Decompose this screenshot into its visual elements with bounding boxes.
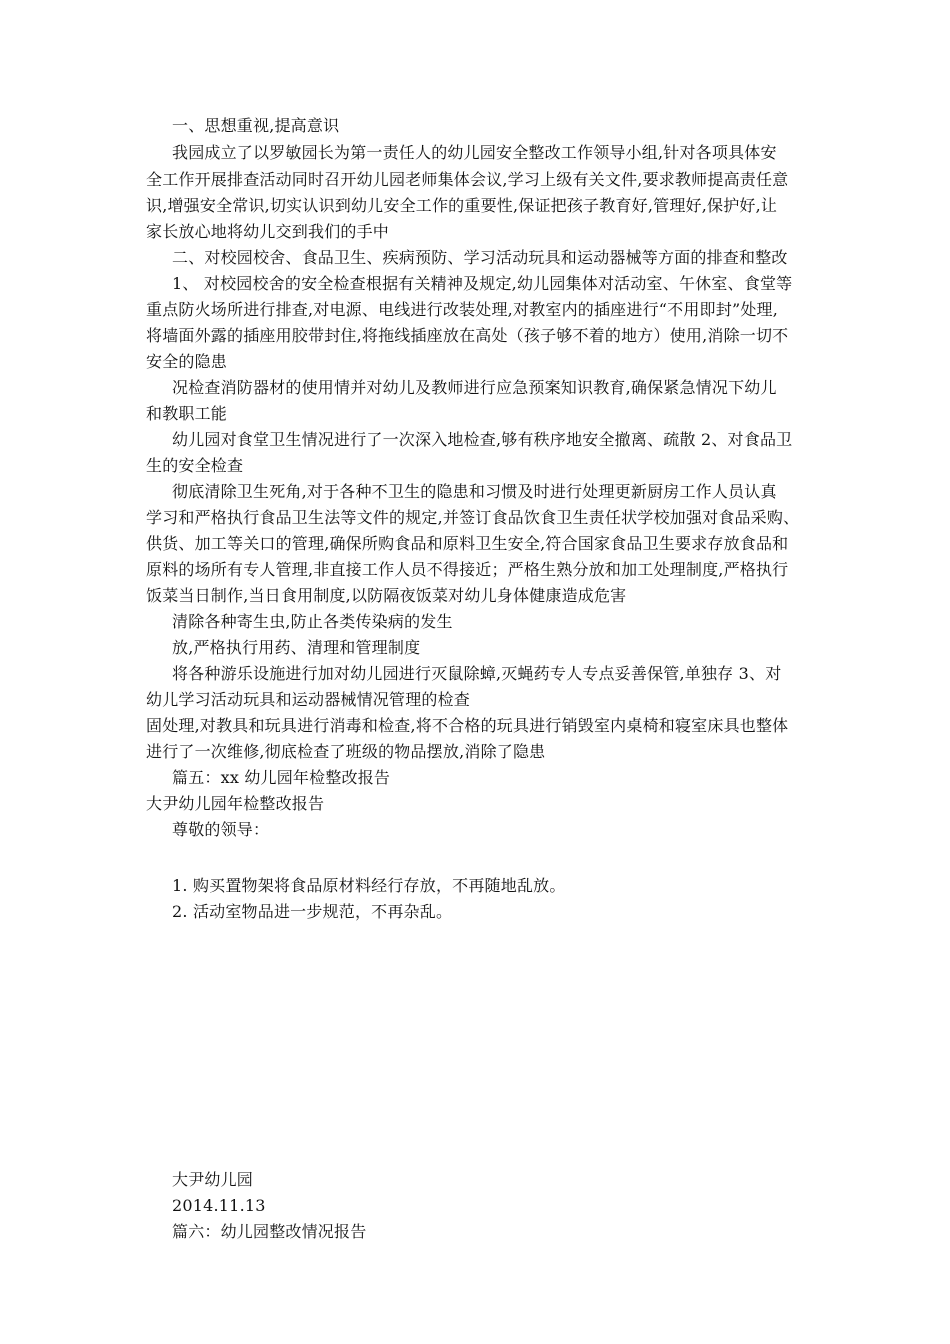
paragraph-line: 供货、加工等关口的管理,确保所购食品和原料卫生安全,符合国家食品卫生要求存放食品和 [146, 534, 789, 553]
paragraph-line: 和教职工能 [146, 404, 228, 423]
chapter-heading-6: 篇六：幼儿园整改情况报告 [172, 1222, 367, 1241]
paragraph-line: 况检查消防器材的使用情并对幼儿及教师进行应急预案知识教育,确保紧急情况下幼儿 [172, 378, 777, 397]
section-heading-2: 二、对校园校舍、食品卫生、疾病预防、学习活动玩具和运动器械等方面的排查和整改 [172, 248, 788, 267]
paragraph-line: 幼儿园对食堂卫生情况进行了一次深入地检查,够有秩序地安全撤离、疏散 2、对食品卫 [172, 430, 793, 449]
paragraph-line: 1、 对校园校舍的安全检查根据有关精神及规定,幼儿园集体对活动室、午休室、食堂等 [172, 274, 793, 293]
paragraph-line: 全工作开展排查活动同时召开幼儿园老师集体会议,学习上级有关文件,要求教师提高责任意 [146, 170, 789, 189]
paragraph-line: 学习和严格执行食品卫生法等文件的规定,并签订食品饮食卫生责任状学校加强对食品采购、 [146, 508, 800, 527]
salutation: 尊敬的领导： [172, 820, 270, 839]
paragraph-line: 生的安全检查 [146, 456, 244, 475]
signature-date: 2014.11.13 [172, 1196, 266, 1215]
list-item: 1. 购买置物架将食品原材料经行存放，不再随地乱放。 [172, 876, 566, 895]
paragraph-line: 安全的隐患 [146, 352, 228, 371]
paragraph-line: 将墙面外露的插座用胶带封住,将拖线插座放在高处（孩子够不着的地方）使用,消除一切不 [146, 326, 789, 345]
report-title: 大尹幼儿园年检整改报告 [146, 794, 325, 813]
paragraph-line: 固处理,对教具和玩具进行消毒和检查,将不合格的玩具进行销毁室内桌椅和寝室床具也整体 [146, 716, 789, 735]
paragraph-line: 进行了一次维修,彻底检查了班级的物品摆放,消除了隐患 [146, 742, 546, 761]
paragraph-line: 饭菜当日制作,当日食用制度,以防隔夜饭菜对幼儿身体健康造成危害 [146, 586, 627, 605]
paragraph-line: 将各种游乐设施进行加对幼儿园进行灭鼠除蟑,灭蝇药专人专点妥善保管,单独存 3、对 [172, 664, 782, 683]
paragraph-line: 放,严格执行用药、清理和管理制度 [172, 638, 421, 657]
paragraph-line: 家长放心地将幼儿交到我们的手中 [146, 222, 390, 241]
paragraph-line: 我园成立了以罗敏园长为第一责任人的幼儿园安全整改工作领导小组,针对各项具体安 [172, 143, 777, 162]
paragraph-line: 重点防火场所进行排查,对电源、电线进行改装处理,对教室内的插座进行“不用即封”处理, [146, 300, 779, 319]
paragraph-line: 识,增强安全常识,切实认识到幼儿安全工作的重要性,保证把孩子教育好,管理好,保护好,让 [146, 196, 778, 215]
paragraph-line: 彻底清除卫生死角,对于各种不卫生的隐患和习惯及时进行处理更新厨房工作人员认真 [172, 482, 777, 501]
list-item: 2. 活动室物品进一步规范，不再杂乱。 [172, 902, 453, 921]
chapter-heading-5: 篇五：xx 幼儿园年检整改报告 [172, 768, 391, 787]
signature-org: 大尹幼儿园 [172, 1170, 254, 1189]
paragraph-line: 清除各种寄生虫,防止各类传染病的发生 [172, 612, 453, 631]
paragraph-line: 幼儿学习活动玩具和运动器械情况管理的检查 [146, 690, 471, 709]
paragraph-line: 原料的场所有专人管理,非直接工作人员不得接近；严格生熟分放和加工处理制度,严格执行 [146, 560, 789, 579]
section-heading-1: 一、思想重视,提高意识 [172, 116, 340, 135]
